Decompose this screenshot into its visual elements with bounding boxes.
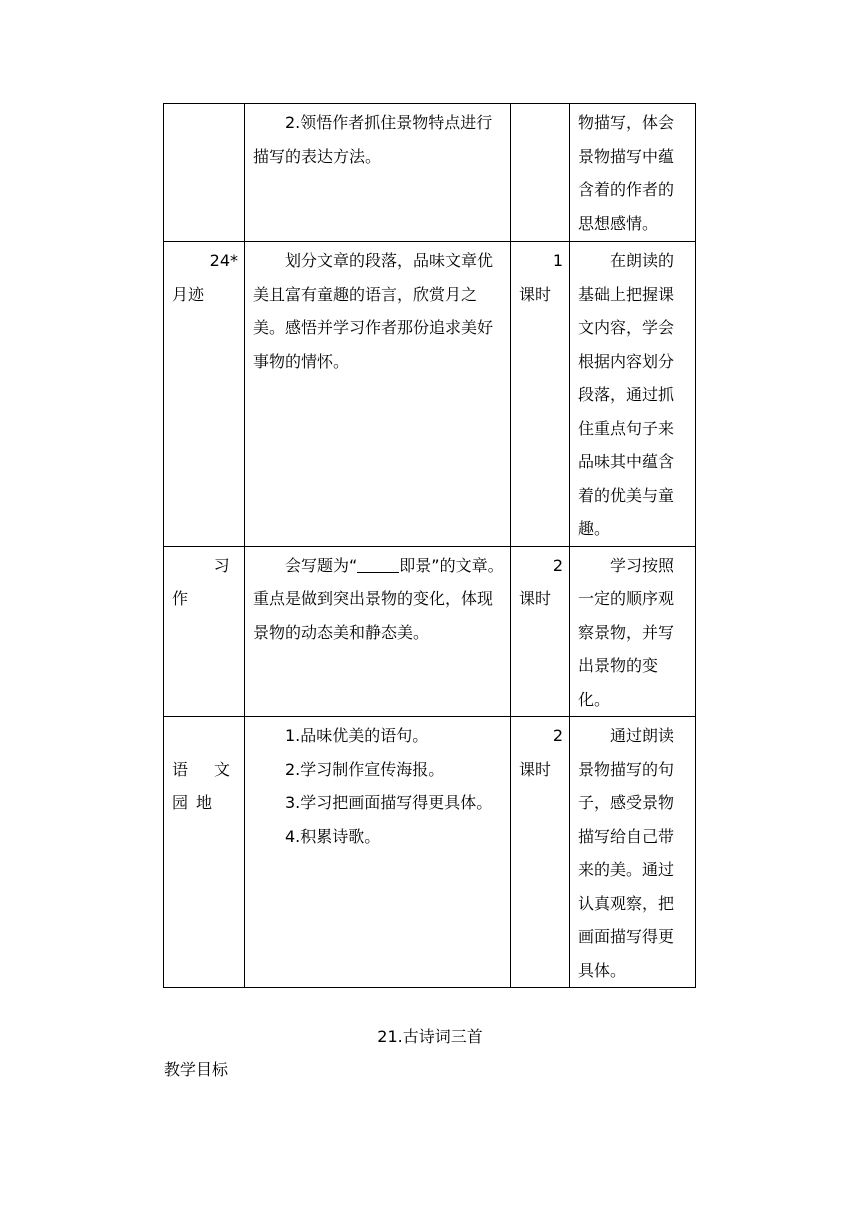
objective-item: 1.品味优美的语句。 xyxy=(285,726,429,745)
table-row xyxy=(164,242,696,547)
lesson-name: 语文园地 xyxy=(172,759,238,812)
table-row xyxy=(164,104,696,242)
hours-unit: 课时 xyxy=(519,589,552,608)
lesson-name: 月迹 xyxy=(172,284,205,304)
hours-number: 1 xyxy=(552,251,563,270)
objective-text: 会写题为“ xyxy=(285,555,358,575)
hours-cell xyxy=(511,717,570,988)
focus-cell: 物描写，体会景物描写中蕴含着的作者的思想感情。 xyxy=(570,104,696,242)
focus-cell: 在朗读的基础上把握课文内容，学会根据内容划分段落，通过抓住重点句子来品味其中蕴含着的优美与童趣。 xyxy=(570,242,696,547)
lesson-cell xyxy=(164,242,245,547)
lesson-cell xyxy=(164,717,245,988)
objective-cell xyxy=(245,546,511,717)
hours-cell xyxy=(511,242,570,547)
focus-cell: 通过朗读景物描写的句子，感受景物描写给自己带来的美。通过认真观察，把画面描写得更具体。 xyxy=(570,717,696,988)
hours-cell xyxy=(511,546,570,717)
objective-item: 2.学习制作宣传海报。 xyxy=(285,759,445,779)
lesson-plan-table xyxy=(163,103,696,988)
fill-in-blank xyxy=(357,556,399,573)
subheading: 教学目标 xyxy=(164,1060,229,1079)
lesson-cell xyxy=(164,546,245,717)
objective-cell: 划分文章的段落，品味文章优美且富有童趣的语言，欣赏月之美。感悟并学习作者那份追求美好事物的情怀。 xyxy=(245,242,511,547)
lesson-name-part: 作 xyxy=(172,589,189,608)
focus-cell: 学习按照一定的顺序观察景物，并写出景物的变化。 xyxy=(570,546,696,717)
objective-item: 3.学习把画面描写得更具体。 xyxy=(285,793,493,812)
hours-cell xyxy=(511,104,570,242)
objective-item: 4.积累诗歌。 xyxy=(285,826,381,846)
lesson-cell xyxy=(164,104,245,242)
lesson-name-part: 习 xyxy=(213,555,230,575)
section-title: 21.古诗词三首 xyxy=(377,1027,483,1046)
hours-unit: 课时 xyxy=(519,284,552,304)
objective-cell: 2.领悟作者抓住景物特点进行描写的表达方法。 xyxy=(245,104,511,242)
hours-unit: 课时 xyxy=(519,759,552,779)
objective-text: 即景”的文章。重点是做到突出景物的变化，体现景物的动态美和静态美。 xyxy=(253,555,504,642)
hours-number: 2 xyxy=(552,555,563,575)
table-row xyxy=(164,717,696,988)
hours-number: 2 xyxy=(552,726,563,745)
table-row xyxy=(164,546,696,717)
objective-cell xyxy=(245,717,511,988)
lesson-number: 24* xyxy=(209,251,238,270)
